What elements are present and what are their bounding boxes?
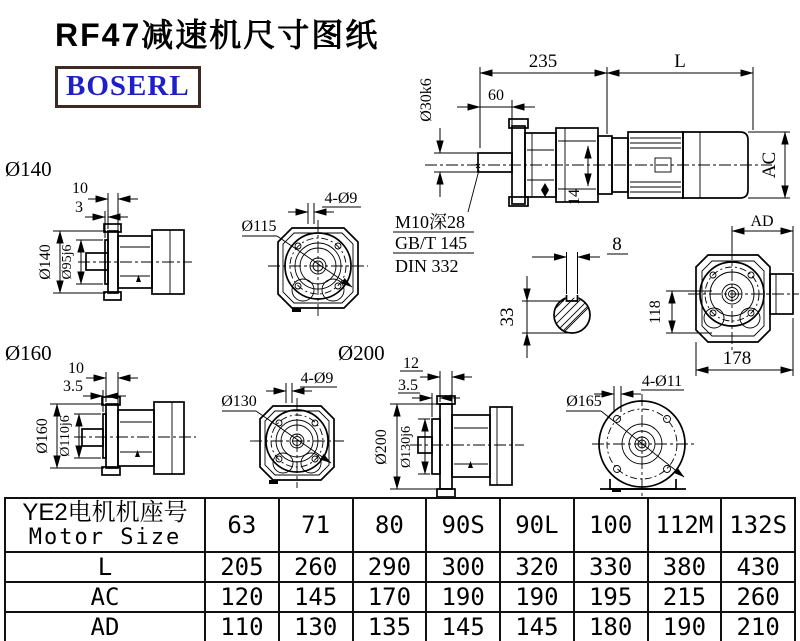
table-row-L: [5, 552, 795, 582]
col-size: 132S: [721, 498, 795, 552]
cell: 130: [279, 612, 353, 641]
cell: 320: [500, 552, 574, 582]
cell: 145: [500, 612, 574, 641]
dimension-table: [4, 497, 796, 641]
note-tap: M10深28: [395, 212, 466, 232]
col-size: 80: [353, 498, 427, 552]
cell: 170: [353, 582, 427, 612]
label-flange-140: Ø140: [5, 157, 52, 181]
cell: 290: [353, 552, 427, 582]
col-size: 90L: [500, 498, 574, 552]
cell: 145: [279, 582, 353, 612]
label-flange-160: Ø160: [5, 341, 52, 365]
dim-f160-spigot: Ø110j6: [58, 415, 73, 457]
dim-f160-od: Ø160: [34, 418, 51, 454]
dim-f200-holes: 4-Ø9: [300, 370, 334, 387]
view-rear: [647, 248, 799, 376]
col-size: 63: [205, 498, 279, 552]
dim-f200-bc: Ø130: [221, 393, 257, 410]
table-row-AC: [5, 582, 795, 612]
brand-logo-text: BOSERL: [66, 70, 190, 102]
cell: 260: [721, 582, 795, 612]
col-size: 112M: [648, 498, 722, 552]
cell: 380: [648, 552, 722, 582]
dim-f165-holes: 4-Ø11: [641, 373, 683, 390]
cell: 135: [353, 612, 427, 641]
cell: 195: [574, 582, 648, 612]
dim-f140-t1: 10: [72, 180, 88, 197]
cell: 300: [426, 552, 500, 582]
dim-60: 60: [488, 87, 504, 104]
cell: 215: [648, 582, 722, 612]
dim-f160-t1: 10: [68, 360, 84, 377]
header-en: Motor Size: [28, 525, 182, 550]
view-flange-160: [5, 341, 196, 475]
dim-key-height: 33: [497, 307, 518, 327]
dim-key-width: 8: [612, 234, 622, 255]
col-size: 100: [574, 498, 648, 552]
view-flange-165-front: [566, 373, 696, 496]
cell: 210: [721, 612, 795, 641]
cell: 180: [574, 612, 648, 641]
dim-f140-spigot: Ø95j6: [60, 244, 75, 280]
header-cn: YE2电机机座号: [22, 499, 188, 526]
table-header-row: [5, 498, 795, 552]
table-header-motor-size: [5, 498, 205, 552]
dim-f140-od: Ø140: [37, 244, 54, 280]
cell: 110: [205, 612, 279, 641]
cell: 190: [648, 612, 722, 641]
cell: 205: [205, 552, 279, 582]
table-row-AD: [5, 612, 795, 641]
dim-f140-bc: Ø115: [241, 218, 277, 235]
row-label: L: [5, 552, 205, 582]
dim-AC: AC: [759, 151, 780, 179]
dim-f140-t2: 3: [75, 199, 83, 216]
cell: 145: [426, 612, 500, 641]
dim-f160-t2: 3.5: [63, 378, 83, 395]
page-title: RF47减速机尺寸图纸: [55, 17, 380, 53]
label-flange-200: Ø200: [338, 341, 385, 365]
view-flange-140-front: [242, 190, 368, 316]
row-label: AC: [5, 582, 205, 612]
note-din: DIN 332: [395, 256, 459, 276]
dim-f200-spigot: Ø130j6: [399, 426, 414, 468]
dim-118: 118: [647, 300, 664, 324]
col-size: 71: [279, 498, 353, 552]
cell: 190: [426, 582, 500, 612]
dim-f200-od: Ø200: [373, 429, 390, 465]
view-flange-200-front: [221, 341, 384, 488]
dim-f140-holes: 4-Ø9: [324, 190, 358, 207]
col-size: 90S: [426, 498, 500, 552]
view-flange-140: [5, 157, 192, 300]
view-flange-200: [373, 355, 524, 497]
view-main-side: [393, 51, 793, 276]
cell: 190: [500, 582, 574, 612]
dim-L: L: [674, 51, 686, 72]
note-gbt: GB/T 145: [395, 233, 468, 253]
cell: 330: [574, 552, 648, 582]
cell: 260: [279, 552, 353, 582]
dim-14: 14: [566, 189, 583, 205]
dim-f200-t2: 3.5: [398, 377, 418, 394]
cell: 120: [205, 582, 279, 612]
row-label: AD: [5, 612, 205, 641]
dim-shaft-dia: Ø30k6: [418, 78, 435, 122]
dim-235: 235: [528, 51, 558, 72]
view-shaft-section: [497, 234, 628, 358]
dim-f165-bc: Ø165: [566, 393, 602, 410]
cell: 430: [721, 552, 795, 582]
dim-f200-t1: 12: [403, 355, 419, 372]
dim-178: 178: [722, 348, 752, 369]
dim-AD-side: AD: [750, 213, 774, 230]
